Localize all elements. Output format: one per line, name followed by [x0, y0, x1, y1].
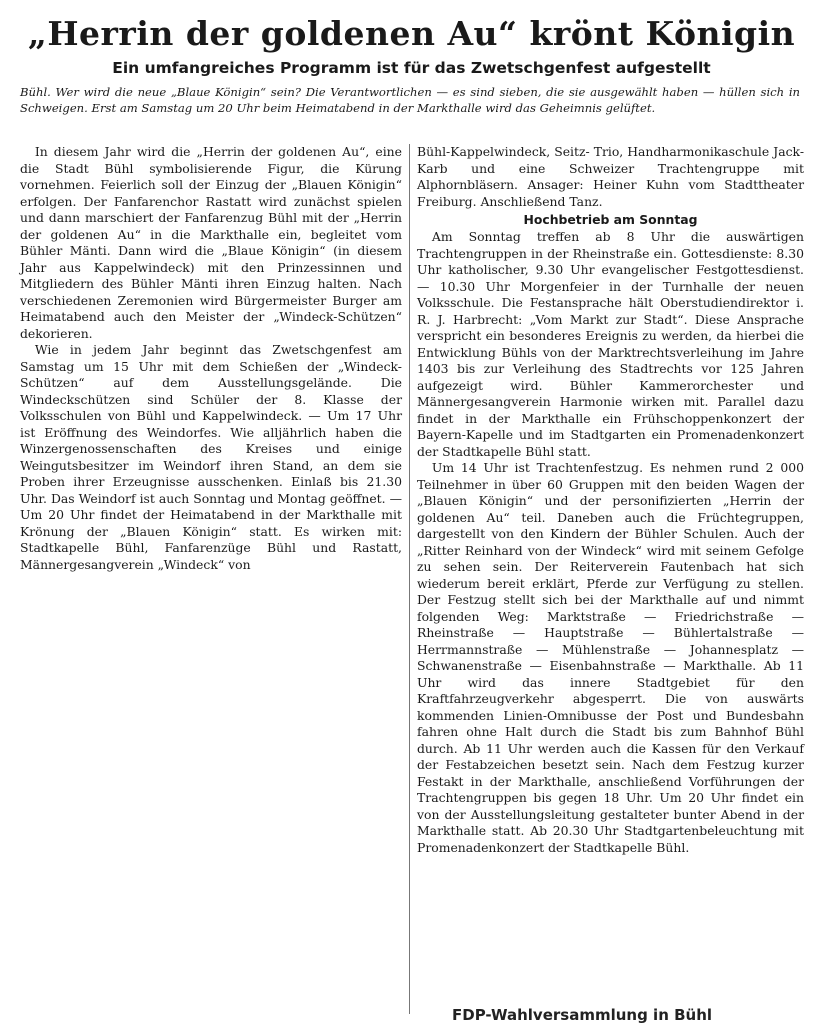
next-article-headline: FDP-Wahlversammlung in Bühl [452, 1006, 713, 1024]
column-divider [409, 144, 410, 1014]
left-column [20, 144, 402, 573]
section-subheading: Hochbetrieb am Sonntag [523, 212, 698, 227]
left-paragraph-2: Wie in jedem Jahr beginnt das Zwetschgenfest am Samstag um 15 Uhr mit dem Schießen der „Windeck-Schützen“ auf dem Ausstellungsgelände. Die Windeckschützen sind Schüler der 8. Klasse der Volksschulen von Bühl und Kappelwindeck. — Um 17 Uhr ist Eröffnung des Weindorfes. Wie alljährlich haben die Winzergenossenschaften des Kreises und einige Weingutsbesitzer im Weindorf ihren Stand, an dem sie Proben ihrer Erzeugnisse ausschenken. Einlaß bis 21.30 Uhr. Das Weindorf ist auch Sonntag und Montag geöffnet. — Um 20 Uhr findet der Heimatabend in der Markthalle mit Krönung der „Blauen Königin“ statt. Es wirken mit: Stadtkapelle Bühl, Fanfarenzüge Bühl und Rastatt, Männergesangverein „Windeck“ von [20, 342, 402, 572]
article-headline: „Herrin der goldenen Au“ krönt Königin [27, 14, 796, 53]
article-lead: Bühl. Wer wird die neue „Blaue Königin“ sein? Die Verantwortlichen — es sind sieben, die sie ausgewählt haben — hüllen sich in Schweigen. Erst am Samstag um 20 Uhr beim Heimatabend in der Markthalle wird das Geheimnis gelüftet. [20, 85, 800, 115]
right-intro-paragraph: Bühl-Kappelwindeck, Seitz- Trio, Handharmonikaschule Jack-Karb und eine Schweizer Trachtengruppe mit Alphornbläsern. Ansager: Heiner Kuhn vom Stadttheater Freiburg. Anschließend Tanz. [417, 144, 804, 209]
article-subheadline: Ein umfangreiches Programm ist für das Zwetschgenfest aufgestellt [112, 59, 711, 77]
right-paragraph-2: Um 14 Uhr ist Trachtenfestzug. Es nehmen rund 2 000 Teilnehmer in über 60 Gruppen mit den beiden Wagen der „Blauen Königin“ und der personifizierten „Herrin der goldenen Au“ teil. Daneben auch die Früchtegruppen, dargestellt von den Kindern der Bühler Schulen. Auch der „Ritter Reinhard von der Windeck“ wird mit seinem Gefolge zu sehen sein. Der Reiterverein Fautenbach hat sich wiederum bereit erklärt, Pferde zur Verfügung zu stellen. Der Festzug stellt sich bei der Markthalle auf und nimmt folgenden Weg: Marktstraße — Friedrichstraße — Rheinstraße — Hauptstraße — Bühlertalstraße — Herrmannstraße — Mühlenstraße — Johannesplatz — Schwanenstraße — Eisenbahnstraße — Markthalle. Ab 11 Uhr wird das innere Stadtgebiet für den Kraftfahrzeugverkehr abgesperrt. Die von auswärts kommenden Linien-Omnibusse der Post und Bundesbahn fahren ohne Halt durch die Stadt bis zum Bahnhof Bühl durch. Ab 11 Uhr werden auch die Kassen für den Verkauf der Festabzeichen besetzt sein. Nach dem Festzug kurzer Festakt in der Markthalle, anschließend Vorführungen der Trachtengruppen bis gegen 18 Uhr. Um 20 Uhr findet ein von der Ausstellungsleitung gestalteter bunter Abend in der Markthalle statt. Ab 20.30 Uhr Stadtgartenbeleuchtung mit Promenadenkonzert der Stadtkapelle Bühl. [417, 460, 804, 855]
right-column [417, 144, 804, 856]
right-paragraph-1: Am Sonntag treffen ab 8 Uhr die auswärtigen Trachtengruppen in der Rheinstraße ein. Gottesdienste: 8.30 Uhr katholischer, 9.30 Uhr evangelischer Festgottesdienst. — 10.30 Uhr Morgenfeier in der Turnhalle der neuen Volksschule. Die Festansprache hält Oberstudiendirektor i. R. J. Harbrecht: „Vom Markt zur Stadt“. Diese Ansprache verspricht ein besonderes Ereignis zu werden, da hierbei die Entwicklung Bühls von der Marktrechtsverleihung im Jahre 1403 bis zur Verleihung des Stadtrechts vor 125 Jahren aufgezeigt wird. Bühler Kammerorchester und Männergesangverein Harmonie wirken mit. Parallel dazu findet in der Markthalle ein Frühschoppenkonzert der Bayern-Kapelle und im Stadtgarten ein Promenadenkonzert der Stadtkapelle Bühl statt. [417, 229, 804, 459]
left-paragraph-1: In diesem Jahr wird die „Herrin der goldenen Au“, eine die Stadt Bühl symbolisierende Figur, die Kürung vornehmen. Feierlich soll der Einzug der „Blauen Königin“ erfolgen. Der Fanfarenchor Rastatt wird zunächst spielen und dann marschiert der Fanfarenzug Bühl mit der „Herrin der goldenen Au“ in die Markthalle ein, begleitet vom Bühler Mänti. Dann wird die „Blaue Königin“ (in diesem Jahr aus Kappelwindeck) mit den Prinzessinnen und Mitgliedern des Bühler Mänti ihren Einzug halten. Nach verschiedenen Zeremonien wird Bürgermeister Burger am Heimatabend auch den Meister der „Windeck-Schützen“ dekorieren. [20, 144, 402, 341]
